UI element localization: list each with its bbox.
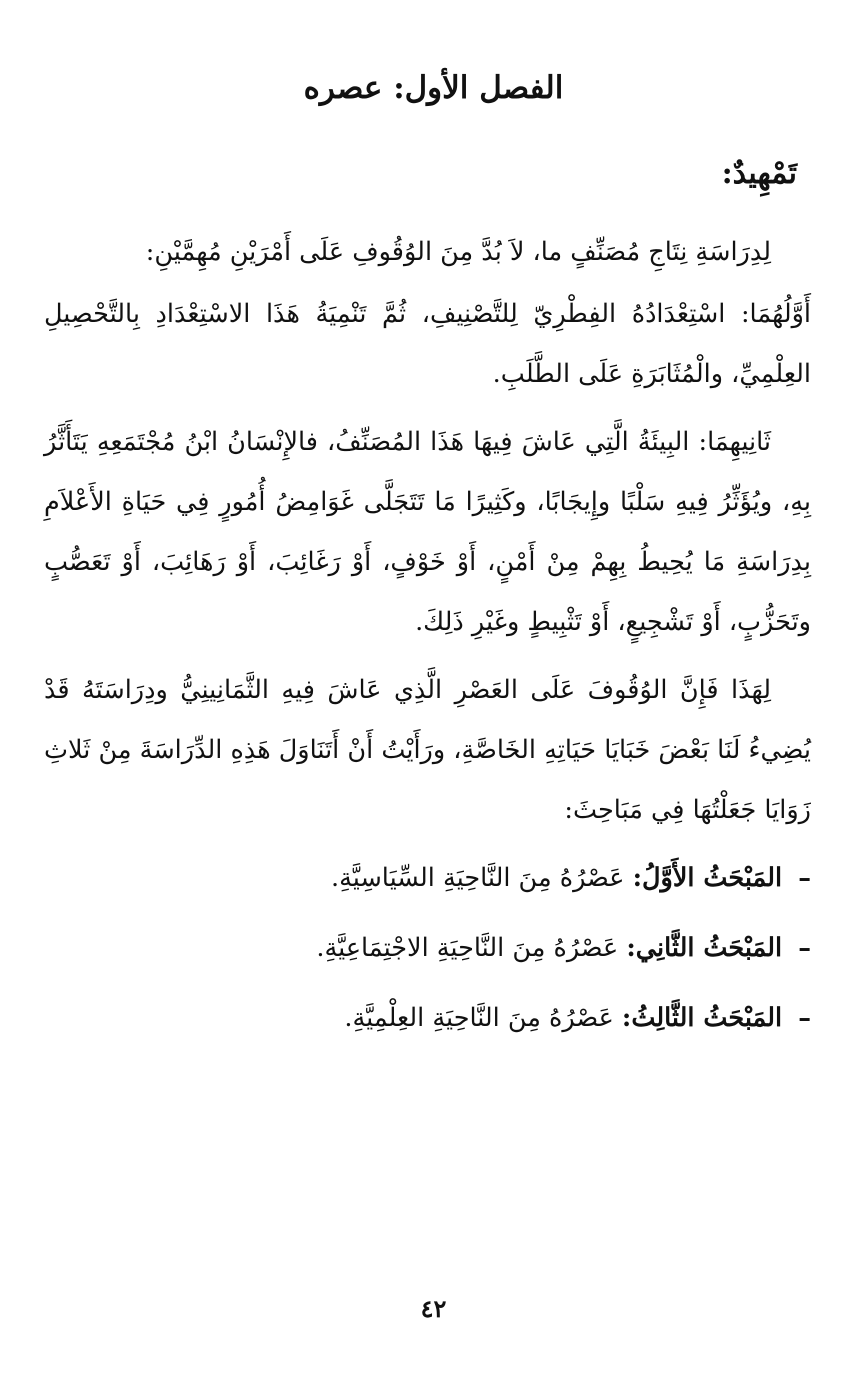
section-label: المَبْحَثُ الأَوَّلُ: <box>632 863 783 893</box>
section-label: المَبْحَثُ الثَّالِثُ: <box>621 1003 783 1033</box>
page-body <box>44 222 811 1058</box>
section-label: المَبْحَثُ الثَّانِي: <box>626 933 783 963</box>
chapter-title: الفصل الأول: عصره <box>303 70 564 106</box>
intro-heading: تَمْهِيدٌ: <box>721 156 797 191</box>
paragraph-first-matter: أَوَّلُهُمَا: اسْتِعْدَادُهُ الفِطْرِيّ لِلتَّصْنِيفِ، ثُمَّ تَنْمِيَةُ هَذَا الاسْتِعْدَادِ بِالتَّحْصِيلِ العِلْمِيِّ، والْمُثَابَرَةِ عَلَى الطَّلَبِ. <box>44 299 811 389</box>
list-item-section-1 <box>44 848 811 908</box>
list-dash: – <box>798 933 811 963</box>
list-dash: – <box>798 1003 811 1033</box>
list-dash: – <box>798 863 811 893</box>
paragraph-study-plan: لِهَذَا فَإِنَّ الوُقُوفَ عَلَى العَصْرِ الَّذِي عَاشَ فِيهِ الثَّمَانِينِيُّ ودِرَاسَتَهُ قَدْ يُضِيءُ لَنَا بَعْضَ خَبَايَا حَيَاتِهِ الخَاصَّةِ، ورَأَيْتُ أَنْ أَتَنَاوَلَ هَذِهِ الدِّرَاسَةَ مِنْ ثَلاثِ زَوَايَا جَعَلْتُهَا فِي مَبَاحِثَ: <box>44 675 811 825</box>
paragraph-intro: لِدِرَاسَةِ نِتَاجِ مُصَنِّفٍ ما، لاَ بُدَّ مِنَ الوُقُوفِ عَلَى أَمْرَيْنِ مُهِمَّيْنِ: <box>145 237 771 267</box>
section-text: عَصْرُهُ مِنَ النَّاحِيَةِ الاجْتِمَاعِيَّةِ. <box>316 933 619 963</box>
list-item-section-2 <box>44 918 811 978</box>
paragraph-second-matter: ثَانِيهِمَا: البِيئَةُ الَّتِي عَاشَ فِيهَا هَذَا المُصَنِّفُ، فالإِنْسَانُ ابْنُ مُجْتَمَعِهِ يَتَأَثَّرُ بِهِ، ويُؤَثِّرُ فِيهِ سَلْبًا وإِيجَابًا، وكَثِيرًا مَا تَتَجَلَّى غَوَامِضُ أُمُورٍ فِي حَيَاةِ الأَعْلاَمِ بِدِرَاسَةِ مَا يُحِيطُ بِهِمْ مِنْ أَمْنٍ، أَوْ خَوْفٍ، أَوْ رَغَائِبَ، أَوْ رَهَائِبَ، أَوْ تَعَصُّبٍ وتَحَزُّبٍ، أَوْ تَشْجِيعٍ، أَوْ تَثْبِيطٍ وغَيْرِ ذَلِكَ. <box>44 427 811 637</box>
section-text: عَصْرُهُ مِنَ النَّاحِيَةِ العِلْمِيَّةِ. <box>344 1003 614 1033</box>
page-number: ٤٢ <box>420 1294 447 1323</box>
section-text: عَصْرُهُ مِنَ النَّاحِيَةِ السِّيَاسِيَّةِ. <box>330 863 625 893</box>
list-item-section-3 <box>44 988 811 1048</box>
